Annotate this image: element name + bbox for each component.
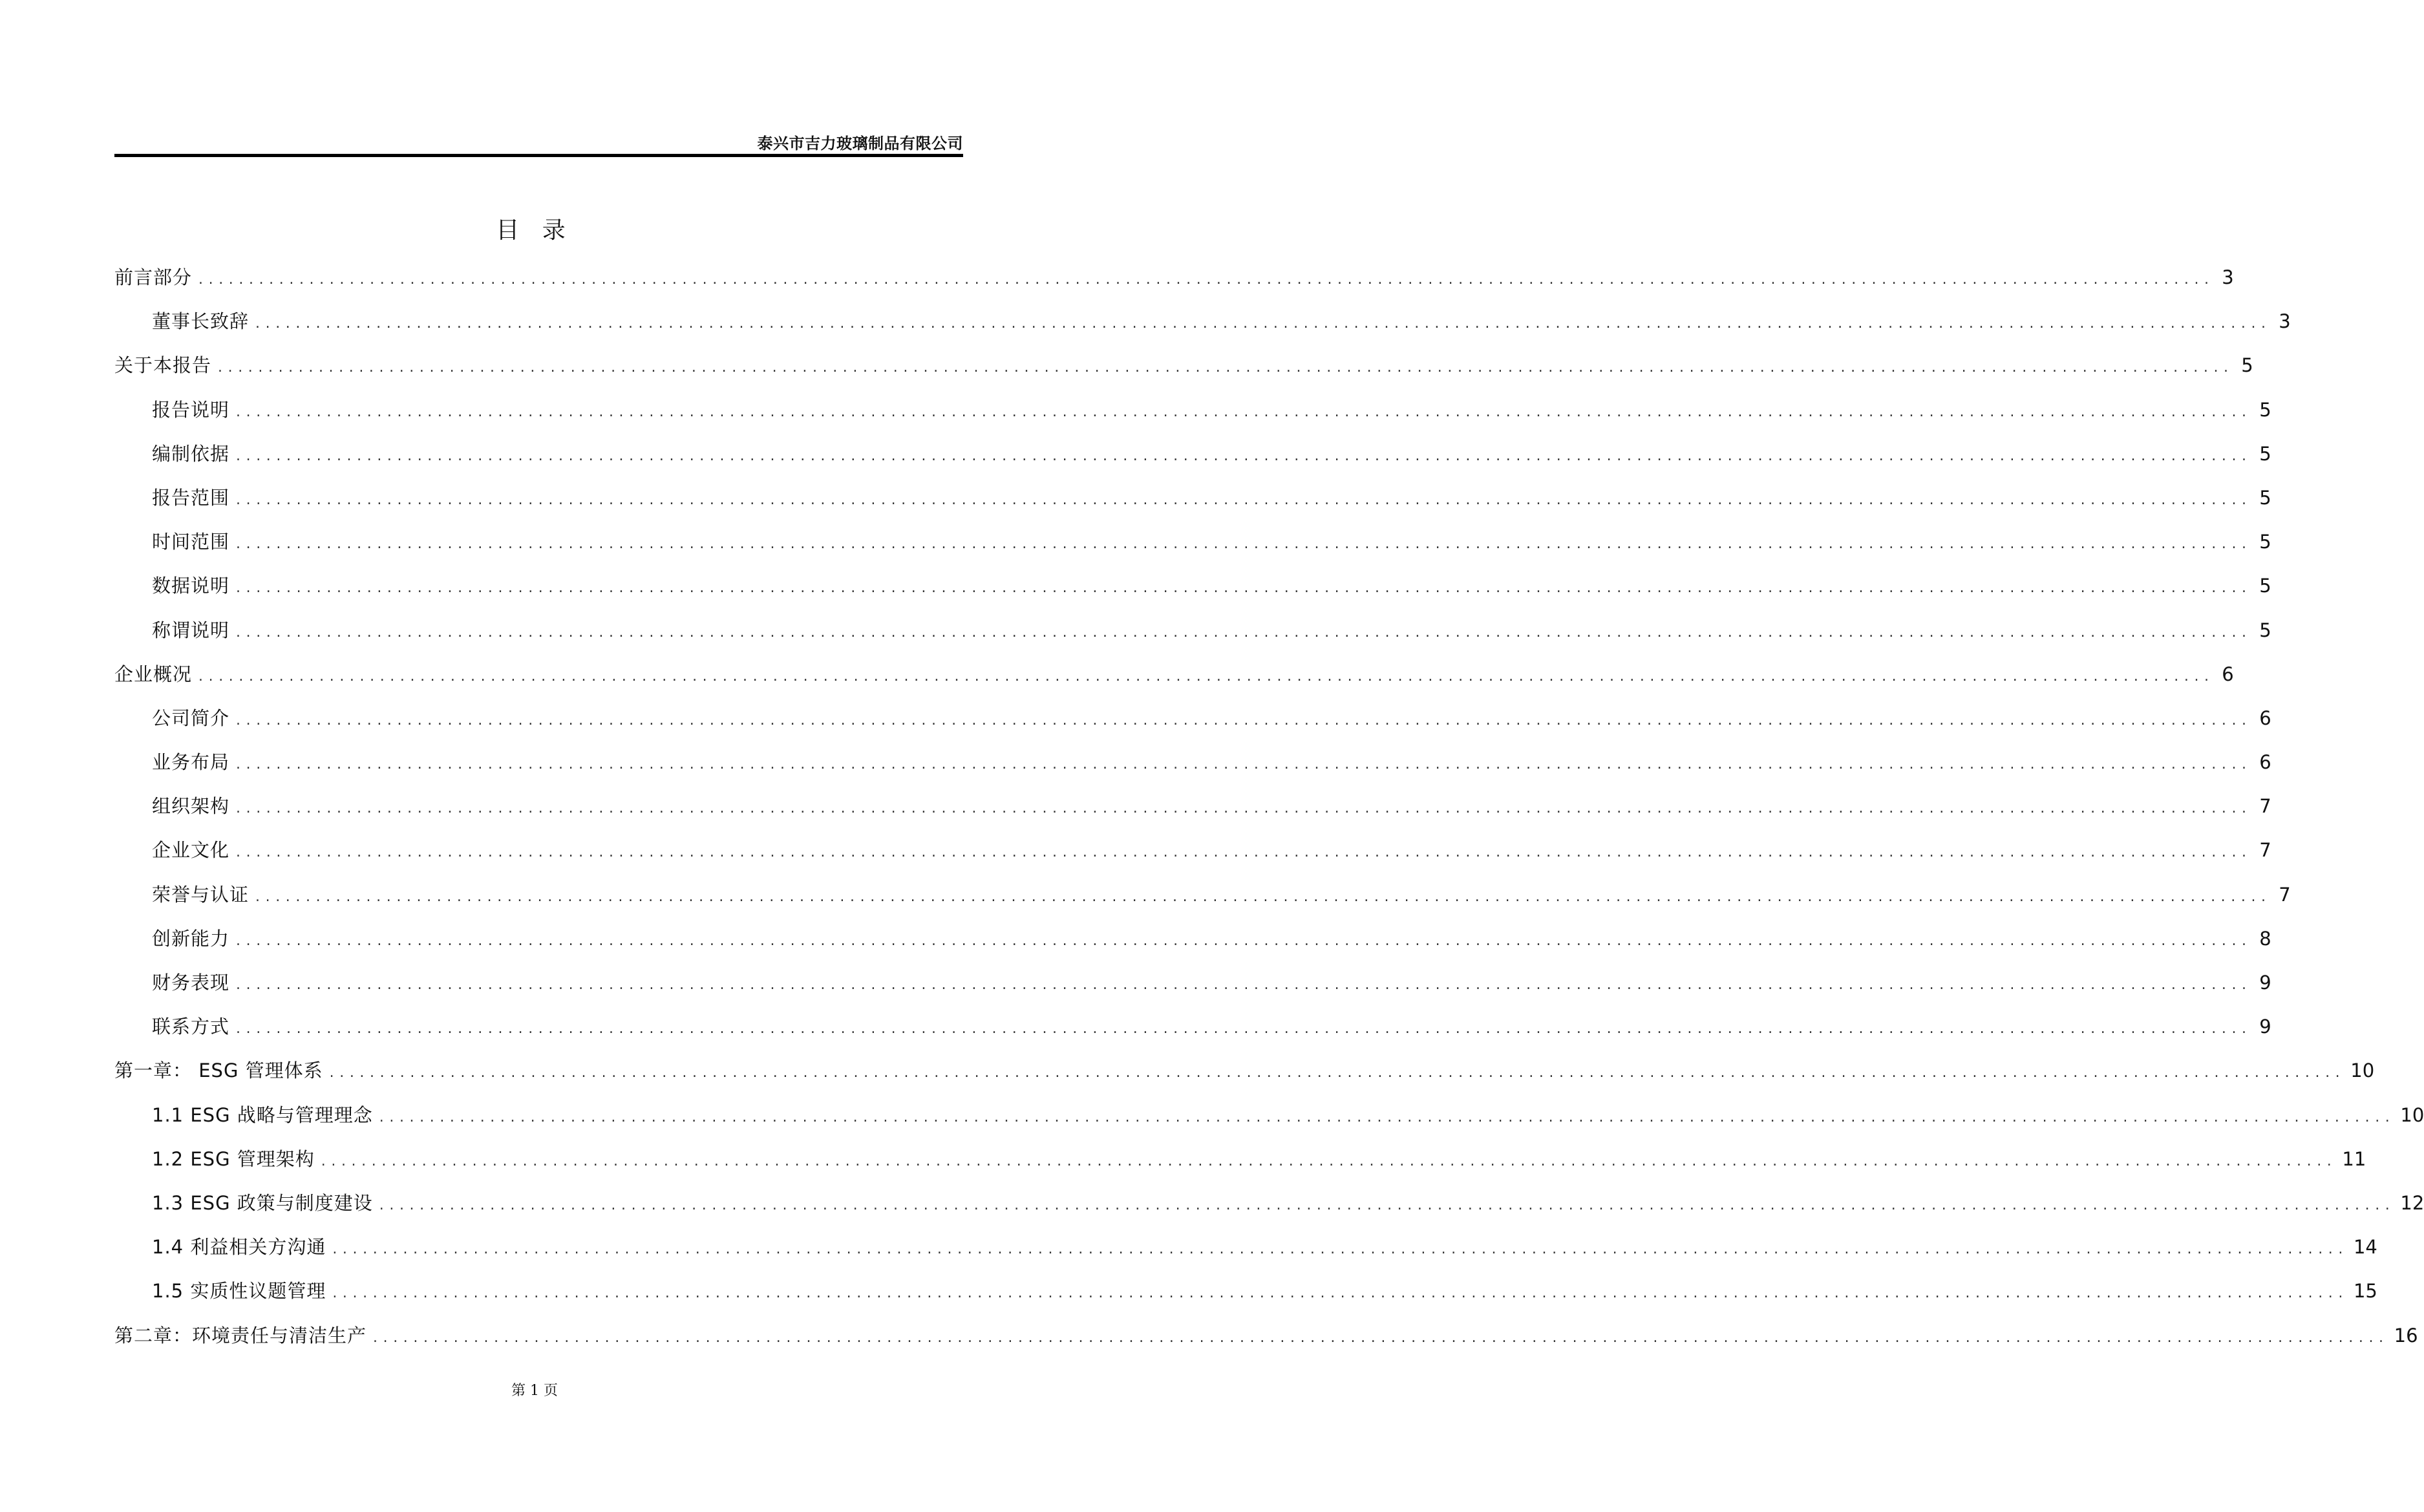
toc-entry-label: 关于本报告 bbox=[114, 354, 212, 377]
toc-entry-label: 业务布局 bbox=[152, 751, 230, 774]
toc-entry[interactable] bbox=[114, 1055, 2375, 1099]
toc-entry-page-number: 6 bbox=[2259, 707, 2271, 729]
toc-entry[interactable] bbox=[114, 923, 2271, 967]
toc-entry-label: 第一章： ESG 管理体系 bbox=[114, 1059, 323, 1082]
toc-entry[interactable] bbox=[114, 1011, 2271, 1055]
toc-dot-leader: ........................................................................................................................................................................................................ bbox=[236, 977, 2252, 993]
toc-entry-page-number: 10 bbox=[2350, 1059, 2375, 1082]
toc-entry[interactable] bbox=[114, 1275, 2377, 1319]
toc-entry[interactable] bbox=[114, 703, 2271, 747]
toc-dot-leader: ........................................................................................................................................................................................................ bbox=[236, 491, 2252, 508]
toc-entry-page-number: 6 bbox=[2259, 751, 2271, 774]
toc-entry-page-number: 5 bbox=[2259, 442, 2271, 465]
toc-entry-page-number: 5 bbox=[2259, 619, 2271, 641]
toc-dot-leader: ........................................................................................................................................................................................................ bbox=[236, 624, 2252, 641]
toc-dot-leader: ........................................................................................................................................................................................................ bbox=[255, 315, 2271, 332]
toc-dot-leader: ........................................................................................................................................................................................................ bbox=[236, 712, 2252, 729]
toc-entry[interactable] bbox=[114, 1320, 2418, 1364]
toc-entry-label: 企业文化 bbox=[152, 839, 230, 862]
toc-entry-label: 数据说明 bbox=[152, 575, 230, 597]
toc-dot-leader: ........................................................................................................................................................................................................ bbox=[236, 447, 2252, 464]
toc-entry-label: 1.2 ESG 管理架构 bbox=[152, 1147, 315, 1170]
toc-entry-label: 企业概况 bbox=[114, 663, 193, 685]
toc-entry[interactable] bbox=[114, 835, 2271, 878]
toc-dot-leader: ........................................................................................................................................................................................................ bbox=[236, 756, 2252, 773]
toc-entry[interactable] bbox=[114, 791, 2271, 835]
toc-entry[interactable] bbox=[114, 306, 2291, 350]
toc-entry-page-number: 7 bbox=[2259, 795, 2271, 818]
toc-dot-leader: ........................................................................................................................................................................................................ bbox=[373, 1329, 2389, 1346]
toc-entry-label: 称谓说明 bbox=[152, 619, 230, 641]
toc-entry[interactable] bbox=[114, 350, 2253, 394]
toc-entry-page-number: 3 bbox=[2222, 266, 2234, 288]
toc-entry-label: 财务表现 bbox=[152, 972, 230, 994]
toc-entry-label: 公司简介 bbox=[152, 707, 230, 729]
toc-entry-page-number: 7 bbox=[2259, 839, 2271, 862]
toc-entry[interactable] bbox=[114, 570, 2271, 614]
toc-entry-label: 1.3 ESG 政策与制度建设 bbox=[152, 1191, 373, 1214]
toc-entry[interactable] bbox=[114, 747, 2271, 791]
toc-entry-label: 时间范围 bbox=[152, 531, 230, 553]
toc-entry-page-number: 5 bbox=[2259, 531, 2271, 553]
toc-entry-page-number: 10 bbox=[2400, 1103, 2424, 1126]
table-of-contents bbox=[114, 262, 2424, 1364]
toc-dot-leader: ........................................................................................................................................................................................................ bbox=[379, 1197, 2396, 1213]
toc-dot-leader: ........................................................................................................................................................................................................ bbox=[255, 888, 2271, 905]
toc-entry-page-number: 5 bbox=[2241, 354, 2253, 377]
toc-entry-page-number: 16 bbox=[2394, 1324, 2418, 1347]
toc-dot-leader: ........................................................................................................................................................................................................ bbox=[236, 932, 2252, 949]
toc-dot-leader: ........................................................................................................................................................................................................ bbox=[236, 800, 2252, 817]
toc-entry-page-number: 6 bbox=[2222, 663, 2234, 685]
toc-entry-page-number: 5 bbox=[2259, 575, 2271, 597]
toc-dot-leader: ........................................................................................................................................................................................................ bbox=[332, 1285, 2348, 1302]
toc-entry-page-number: 7 bbox=[2279, 883, 2291, 906]
toc-entry-label: 报告说明 bbox=[152, 398, 230, 421]
toc-dot-leader: ........................................................................................................................................................................................................ bbox=[218, 359, 2234, 376]
toc-entry-page-number: 5 bbox=[2259, 398, 2271, 421]
toc-entry[interactable] bbox=[114, 394, 2271, 438]
toc-dot-leader: ........................................................................................................................................................................................................ bbox=[198, 272, 2215, 288]
toc-entry[interactable] bbox=[114, 659, 2234, 703]
toc-entry[interactable] bbox=[114, 482, 2271, 526]
toc-entry[interactable] bbox=[114, 526, 2271, 570]
toc-entry-page-number: 3 bbox=[2279, 310, 2291, 333]
toc-dot-leader: ........................................................................................................................................................................................................ bbox=[236, 580, 2252, 597]
toc-entry[interactable] bbox=[114, 879, 2291, 923]
page-number-footer: 第 1 页 bbox=[511, 1383, 558, 1399]
toc-entry-page-number: 11 bbox=[2342, 1147, 2366, 1170]
toc-dot-leader: ........................................................................................................................................................................................................ bbox=[321, 1153, 2337, 1169]
toc-entry-label: 董事长致辞 bbox=[152, 310, 250, 333]
toc-entry-label: 第二章：环境责任与清洁生产 bbox=[114, 1324, 367, 1347]
toc-entry-label: 1.5 实质性议题管理 bbox=[152, 1280, 326, 1303]
toc-entry-label: 1.4 利益相关方沟通 bbox=[152, 1236, 326, 1259]
toc-entry-label: 编制依据 bbox=[152, 442, 230, 465]
toc-dot-leader: ........................................................................................................................................................................................................ bbox=[379, 1109, 2396, 1125]
toc-dot-leader: ........................................................................................................................................................................................................ bbox=[236, 536, 2252, 553]
toc-dot-leader: ........................................................................................................................................................................................................ bbox=[332, 1241, 2348, 1258]
toc-entry-label: 联系方式 bbox=[152, 1016, 230, 1038]
toc-entry-label: 荣誉与认证 bbox=[152, 883, 250, 906]
toc-entry-page-number: 9 bbox=[2259, 1016, 2271, 1038]
toc-entry[interactable] bbox=[114, 1100, 2424, 1144]
toc-entry[interactable] bbox=[114, 262, 2234, 306]
toc-entry-label: 前言部分 bbox=[114, 266, 193, 288]
toc-entry[interactable] bbox=[114, 438, 2271, 482]
toc-entry-label: 组织架构 bbox=[152, 795, 230, 818]
toc-entry-page-number: 15 bbox=[2353, 1280, 2377, 1303]
toc-dot-leader: ........................................................................................................................................................................................................ bbox=[329, 1065, 2346, 1081]
toc-entry[interactable] bbox=[114, 1187, 2424, 1231]
toc-entry-page-number: 14 bbox=[2353, 1236, 2377, 1259]
toc-dot-leader: ........................................................................................................................................................................................................ bbox=[198, 668, 2215, 685]
toc-entry-label: 1.1 ESG 战略与管理理念 bbox=[152, 1103, 373, 1126]
toc-dot-leader: ........................................................................................................................................................................................................ bbox=[236, 403, 2252, 420]
toc-entry-page-number: 5 bbox=[2259, 486, 2271, 509]
toc-entry[interactable] bbox=[114, 615, 2271, 659]
toc-entry-page-number: 9 bbox=[2259, 972, 2271, 994]
toc-entry[interactable] bbox=[114, 967, 2271, 1011]
header-company-name: 泰兴市吉力玻璃制品有限公司 bbox=[757, 134, 963, 153]
toc-entry-label: 创新能力 bbox=[152, 927, 230, 950]
toc-entry-label: 报告范围 bbox=[152, 486, 230, 509]
toc-dot-leader: ........................................................................................................................................................................................................ bbox=[236, 844, 2252, 861]
header-divider bbox=[114, 154, 963, 157]
toc-entry-page-number: 8 bbox=[2259, 927, 2271, 950]
toc-entry[interactable] bbox=[114, 1144, 2366, 1187]
toc-title: 目 录 bbox=[496, 217, 573, 244]
toc-entry-page-number: 12 bbox=[2400, 1191, 2424, 1214]
toc-entry[interactable] bbox=[114, 1231, 2377, 1275]
toc-dot-leader: ........................................................................................................................................................................................................ bbox=[236, 1021, 2252, 1038]
